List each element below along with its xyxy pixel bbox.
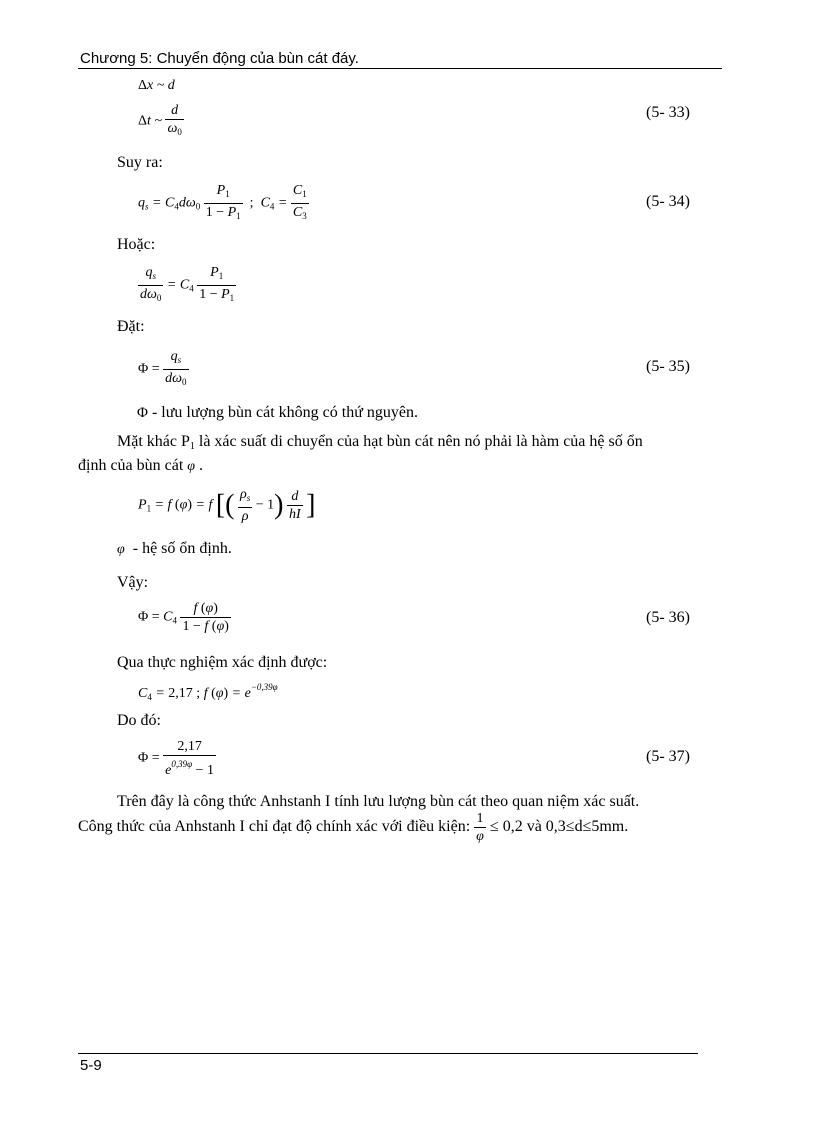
- phi-definition-text: - lưu lượng bùn cát không có thứ nguyên.: [151, 404, 418, 421]
- phi-definition: Φ - lưu lượng bùn cát không có thứ nguyên.: [137, 404, 418, 421]
- label-suy-ra: Suy ra:: [117, 154, 163, 171]
- footer-rule: [78, 1053, 698, 1054]
- header-rule: [78, 68, 722, 69]
- exp-coeff: −0,39φ: [250, 682, 278, 692]
- label-hoac: Hoặc:: [117, 236, 156, 253]
- formula-qs: $q_s = C_4d\omega_0$ $\frac{P_1}{1 - P_1}$ ; $C_4$ = $\frac{C_1}{C_3}$: [138, 183, 307, 221]
- formula-phi-f: $\Phi = C_4$ $\frac{f (\varphi)}{1 - f (\varphi)}$: [138, 601, 229, 634]
- conclusion-line2: Công thức của Anhstanh I chỉ đạt độ chính xác với điều kiện: $\frac{1}{\varphi}$ ≤ 0,2 và 0,3≤d≤5mm.: [78, 811, 629, 844]
- final-exp: 0,39φ: [171, 759, 193, 769]
- page-header: Chương 5: Chuyển động của bùn cát đáy.: [80, 50, 359, 67]
- label-vay: Vậy:: [117, 574, 149, 591]
- final-numerator: 2,17: [163, 738, 216, 756]
- label-qua-thuc-nghiem: Qua thực nghiệm xác định được:: [117, 654, 328, 671]
- formula-dx: Δx ~ d: [138, 78, 175, 93]
- equation-number-35: (5- 35): [646, 358, 690, 375]
- conclusion-condition: ≤ 0,2 và 0,3≤d≤5mm.: [489, 818, 629, 836]
- equation-number-33: (5- 33): [646, 104, 690, 121]
- formula-phi: Φ = $\frac{q_s}{d\omega_0}$: [138, 349, 187, 387]
- conclusion-line1: Trên đây là công thức Anhstanh I tính lưu lượng bùn cát theo quan niệm xác suất.: [117, 793, 640, 810]
- p1-text-c: định của bùn cát: [78, 457, 184, 474]
- equation-number-36: (5- 36): [646, 609, 690, 626]
- p1-text-sub: 1: [189, 441, 195, 452]
- equation-number-34: (5- 34): [646, 193, 690, 210]
- label-dat: Đặt:: [117, 318, 145, 335]
- formula-phi-final: Φ = $\frac{2,17}{e^{0,39\varphi} - 1}$: [138, 739, 214, 778]
- p1-paragraph-line1: [117, 430, 722, 459]
- equation-number-37: (5- 37): [646, 748, 690, 765]
- formula-p1: $P_1 = f$ (φ) = f [( $\frac{\rho_s}{\rho}$ − 1) $\frac{d}{hI}$ ]: [138, 487, 316, 524]
- formula-c4-value: $C_4 = 2,17$ ; f $(\varphi) = e^{-0,39\varphi}$: [138, 682, 278, 702]
- p1-paragraph-line2: định của bùn cát φ .: [78, 457, 204, 474]
- page-number: 5-9: [80, 1057, 102, 1074]
- p1-text-b: là xác suất di chuyển của hạt bùn cát nên nó phải là hàm của hệ số ổn: [194, 433, 643, 450]
- conclusion-text: Công thức của Anhstanh I chỉ đạt độ chính xác với điều kiện:: [78, 818, 471, 836]
- label-do-do: Do đó:: [117, 712, 161, 729]
- phi-stability-text: - hệ số ổn định.: [132, 540, 232, 557]
- p1-text-a: Mặt khác P: [117, 433, 190, 450]
- phi-stability-definition: φ - hệ số ổn định.: [117, 540, 232, 557]
- formula-qs-ratio: $\frac{q_s}{d\omega_0}$ = $C_4$ $\frac{P_1}{1 - P_1}$: [140, 265, 235, 303]
- c4-value: 2,17: [168, 686, 193, 701]
- formula-dt: Δt ~ $\frac{d}{\omega_0}$: [138, 103, 182, 137]
